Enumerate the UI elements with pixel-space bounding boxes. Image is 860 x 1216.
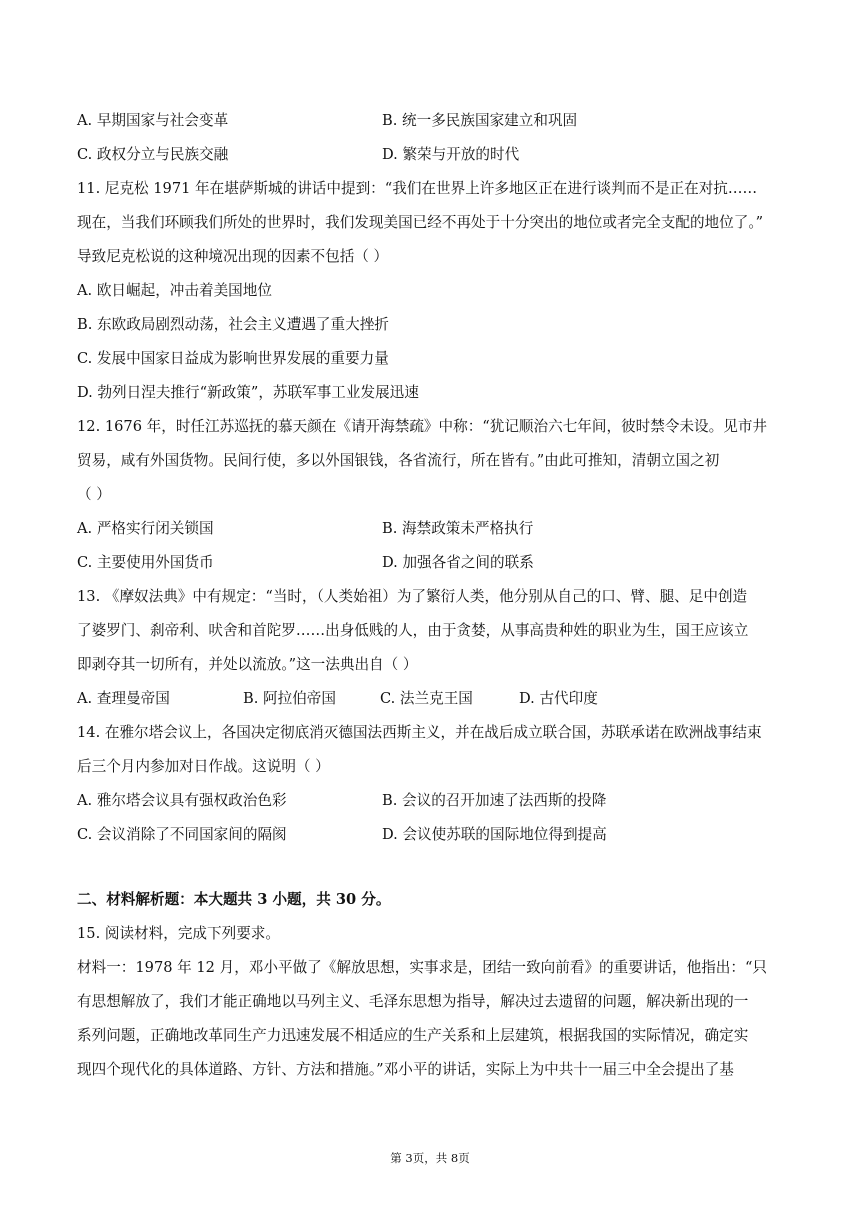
answer-option: D. 加强各省之间的联系 xyxy=(382,554,534,571)
text-line: 材料一：1978 年 12 月，邓小平做了《解放思想，实事求是，团结一致向前看》的重要讲话，他指出：“只 xyxy=(77,959,768,976)
text-line: 有思想解放了，我们才能正确地以马列主义、毛泽东思想为指导，解决过去遗留的问题，解决新出现的一 xyxy=(77,993,749,1010)
text-line: 系列问题，正确地改革同生产力迅速发展不相适应的生产关系和上层建筑，根据我国的实际情况，确定实 xyxy=(77,1027,749,1044)
text-line: 即剥夺其一切所有，并处以流放。”这一法典出自（ ） xyxy=(77,656,418,673)
page-footer: 第 3页，共 8页 xyxy=(390,1151,470,1165)
answer-option: C. 政权分立与民族交融 xyxy=(77,146,229,163)
text-line: 了婆罗门、刹帝利、吠舍和首陀罗……出身低贱的人，由于贪婪，从事高贵种姓的职业为生，国王应该立 xyxy=(77,622,749,639)
answer-option: A. 雅尔塔会议具有强权政治色彩 xyxy=(77,792,287,809)
text-line: B. 东欧政局剧烈动荡，社会主义遭遇了重大挫折 xyxy=(77,316,389,333)
text-line: 15. 阅读材料，完成下列要求。 xyxy=(77,925,280,942)
text-line: A. 欧日崛起，冲击着美国地位 xyxy=(77,282,272,299)
answer-option: B. 阿拉伯帝国 xyxy=(243,690,336,707)
answer-option: C. 会议消除了不同国家间的隔阂 xyxy=(77,826,287,843)
text-line: 导致尼克松说的这种境况出现的因素不包括（ ） xyxy=(77,248,389,265)
answer-option: D. 古代印度 xyxy=(519,690,598,707)
answer-option: B. 会议的召开加速了法西斯的投降 xyxy=(382,792,607,809)
text-line: 现四个现代化的具体道路、方针、方法和措施。”邓小平的讲话，实际上为中共十一届三中全会提出了基 xyxy=(77,1061,734,1078)
text-line: 后三个月内参加对日作战。这说明（ ） xyxy=(77,758,330,775)
text-line: D. 勃列日涅夫推行“新政策”，苏联军事工业发展迅速 xyxy=(77,384,419,401)
answer-option: C. 法兰克王国 xyxy=(380,690,473,707)
answer-option: B. 统一多民族国家建立和巩固 xyxy=(382,112,578,129)
text-line: 12. 1676 年，时任江苏巡抚的慕天颜在《请开海禁疏》中称：“犹记顺治六七年间，彼时禁令未设。见市井 xyxy=(77,418,768,435)
answer-option: A. 严格实行闭关锁国 xyxy=(77,520,214,537)
text-line: （ ） xyxy=(77,486,111,503)
text-line: 11. 尼克松 1971 年在堪萨斯城的讲话中提到：“我们在世界上许多地区正在进行谈判而不是正在对抗…… xyxy=(77,180,758,197)
answer-option: D. 会议使苏联的国际地位得到提高 xyxy=(382,826,607,843)
text-line: 贸易，咸有外国货物。民间行使，多以外国银钱，各省流行，所在皆有。”由此可推知，清朝立国之初 xyxy=(77,452,720,469)
text-line: 13. 《摩奴法典》中有规定：“当时，（人类始祖）为了繁衍人类，他分别从自己的口、臂、腿、足中创造 xyxy=(77,588,748,605)
text-line: 14. 在雅尔塔会议上，各国决定彻底消灭德国法西斯主义，并在战后成立联合国，苏联承诺在欧洲战事结束 xyxy=(77,724,762,741)
answer-option: D. 繁荣与开放的时代 xyxy=(382,146,520,163)
answer-option: A. 早期国家与社会变革 xyxy=(77,112,229,129)
section-heading: 二、材料解析题：本大题共 3 小题，共 30 分。 xyxy=(77,891,391,908)
answer-option: B. 海禁政策未严格执行 xyxy=(382,520,534,537)
text-line: 现在，当我们环顾我们所处的世界时，我们发现美国已经不再处于十分突出的地位或者完全支配的地位了。” xyxy=(77,214,764,231)
answer-option: C. 主要使用外国货币 xyxy=(77,554,214,571)
text-line: C. 发展中国家日益成为影响世界发展的重要力量 xyxy=(77,350,389,367)
answer-option: A. 查理曼帝国 xyxy=(77,690,170,707)
